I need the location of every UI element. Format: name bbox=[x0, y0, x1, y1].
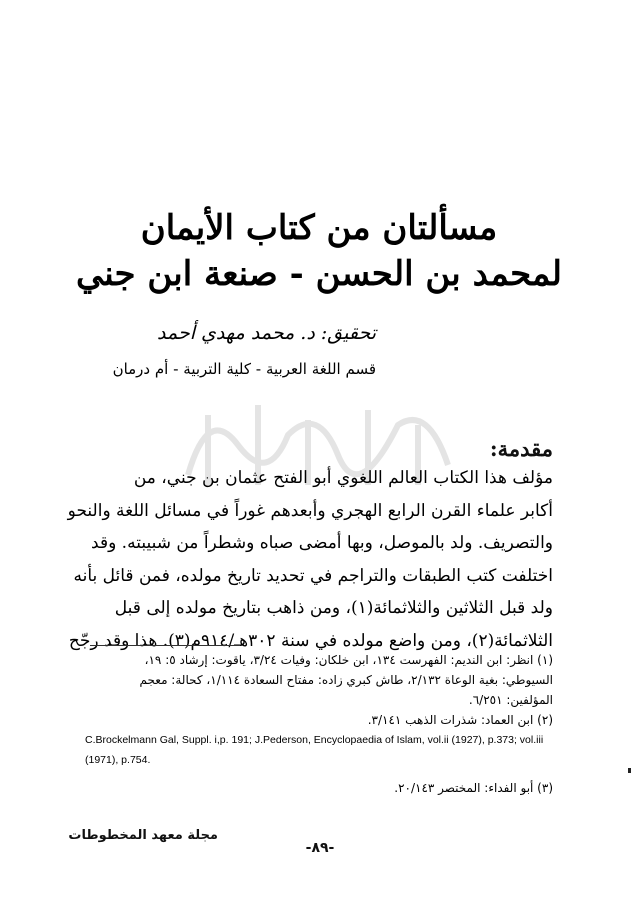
page-number: -٨٩- bbox=[305, 840, 335, 856]
footnote-1-line: (١) انظر: ابن النديم: الفهرست ١٣٤، ابن خلكان: وفيات ٣/٢٤، ياقوت: إرشاد ٥: ١٩، bbox=[144, 653, 553, 667]
footnote-3-line: (٣) أبو الفداء: المختصر ٢٠/١٤٣. bbox=[394, 781, 553, 795]
body-line: الثلاثمائة(٢)، ومن واضع مولده في سنة ٣٠٢هـ/٩١٤م(٣). هذا وقد رجّح bbox=[68, 630, 553, 651]
body-line: والتصريف. ولد بالموصل، وبها أمضى صباه وشطراً من شبيبته. وقد bbox=[91, 533, 553, 553]
footnote-1-line: المؤلفين: ٦/٢٥١. bbox=[468, 693, 553, 707]
footnote-1-line: السيوطي: بغية الوعاة ٢/١٣٢، طاش كبري زاده: مفتاح السعادة ١/١١٤، كحالة: معجم bbox=[139, 673, 553, 687]
body-line: اختلفت كتب الطبقات والتراجم في تحديد تاريخ مولده، فمن قائل بأنه bbox=[73, 565, 553, 586]
author-affiliation: قسم اللغة العربية - كلية التربية - أم درمان bbox=[112, 360, 376, 378]
footnote-2-latin-line: (1971), p.754. bbox=[85, 754, 151, 766]
introduction-body bbox=[67, 462, 553, 657]
body-line: ولد قبل الثلاثين والثلاثمائة(١)، ومن ذاهب بتاريخ مولده إلى قبل bbox=[114, 598, 553, 618]
body-line: مؤلف هذا الكتاب العالم اللغوي أبو الفتح عثمان بن جني، من bbox=[133, 468, 553, 488]
footnote-2-latin-line: C.Brockelmann Gal, Suppl. i,p. 191; J.Pederson, Encyclopaedia of Islam, vol.ii (1927), p.373; vol.iii bbox=[85, 734, 544, 746]
introduction-heading: مقدمة: bbox=[489, 436, 553, 461]
body-line: أكابر علماء القرن الرابع الهجري وأبعدهم غوراً في مسائل اللغة والنحو bbox=[67, 500, 553, 521]
footnote-separator bbox=[90, 645, 240, 646]
article-title-line-2: لمحمد بن الحسن - صنعة ابن جني bbox=[75, 254, 563, 294]
footnotes bbox=[85, 650, 553, 798]
article-title-line-1: مسألتان من كتاب الأيمان bbox=[140, 208, 498, 248]
footnote-2-line: (٢) ابن العماد: شذرات الذهب ٣/١٤١. bbox=[367, 713, 553, 727]
scan-speck bbox=[628, 768, 631, 773]
investigator-credit: تحقيق: د. محمد مهدي أحمد bbox=[157, 322, 376, 344]
journal-name: مجلة معهد المخطوطات bbox=[68, 828, 218, 843]
